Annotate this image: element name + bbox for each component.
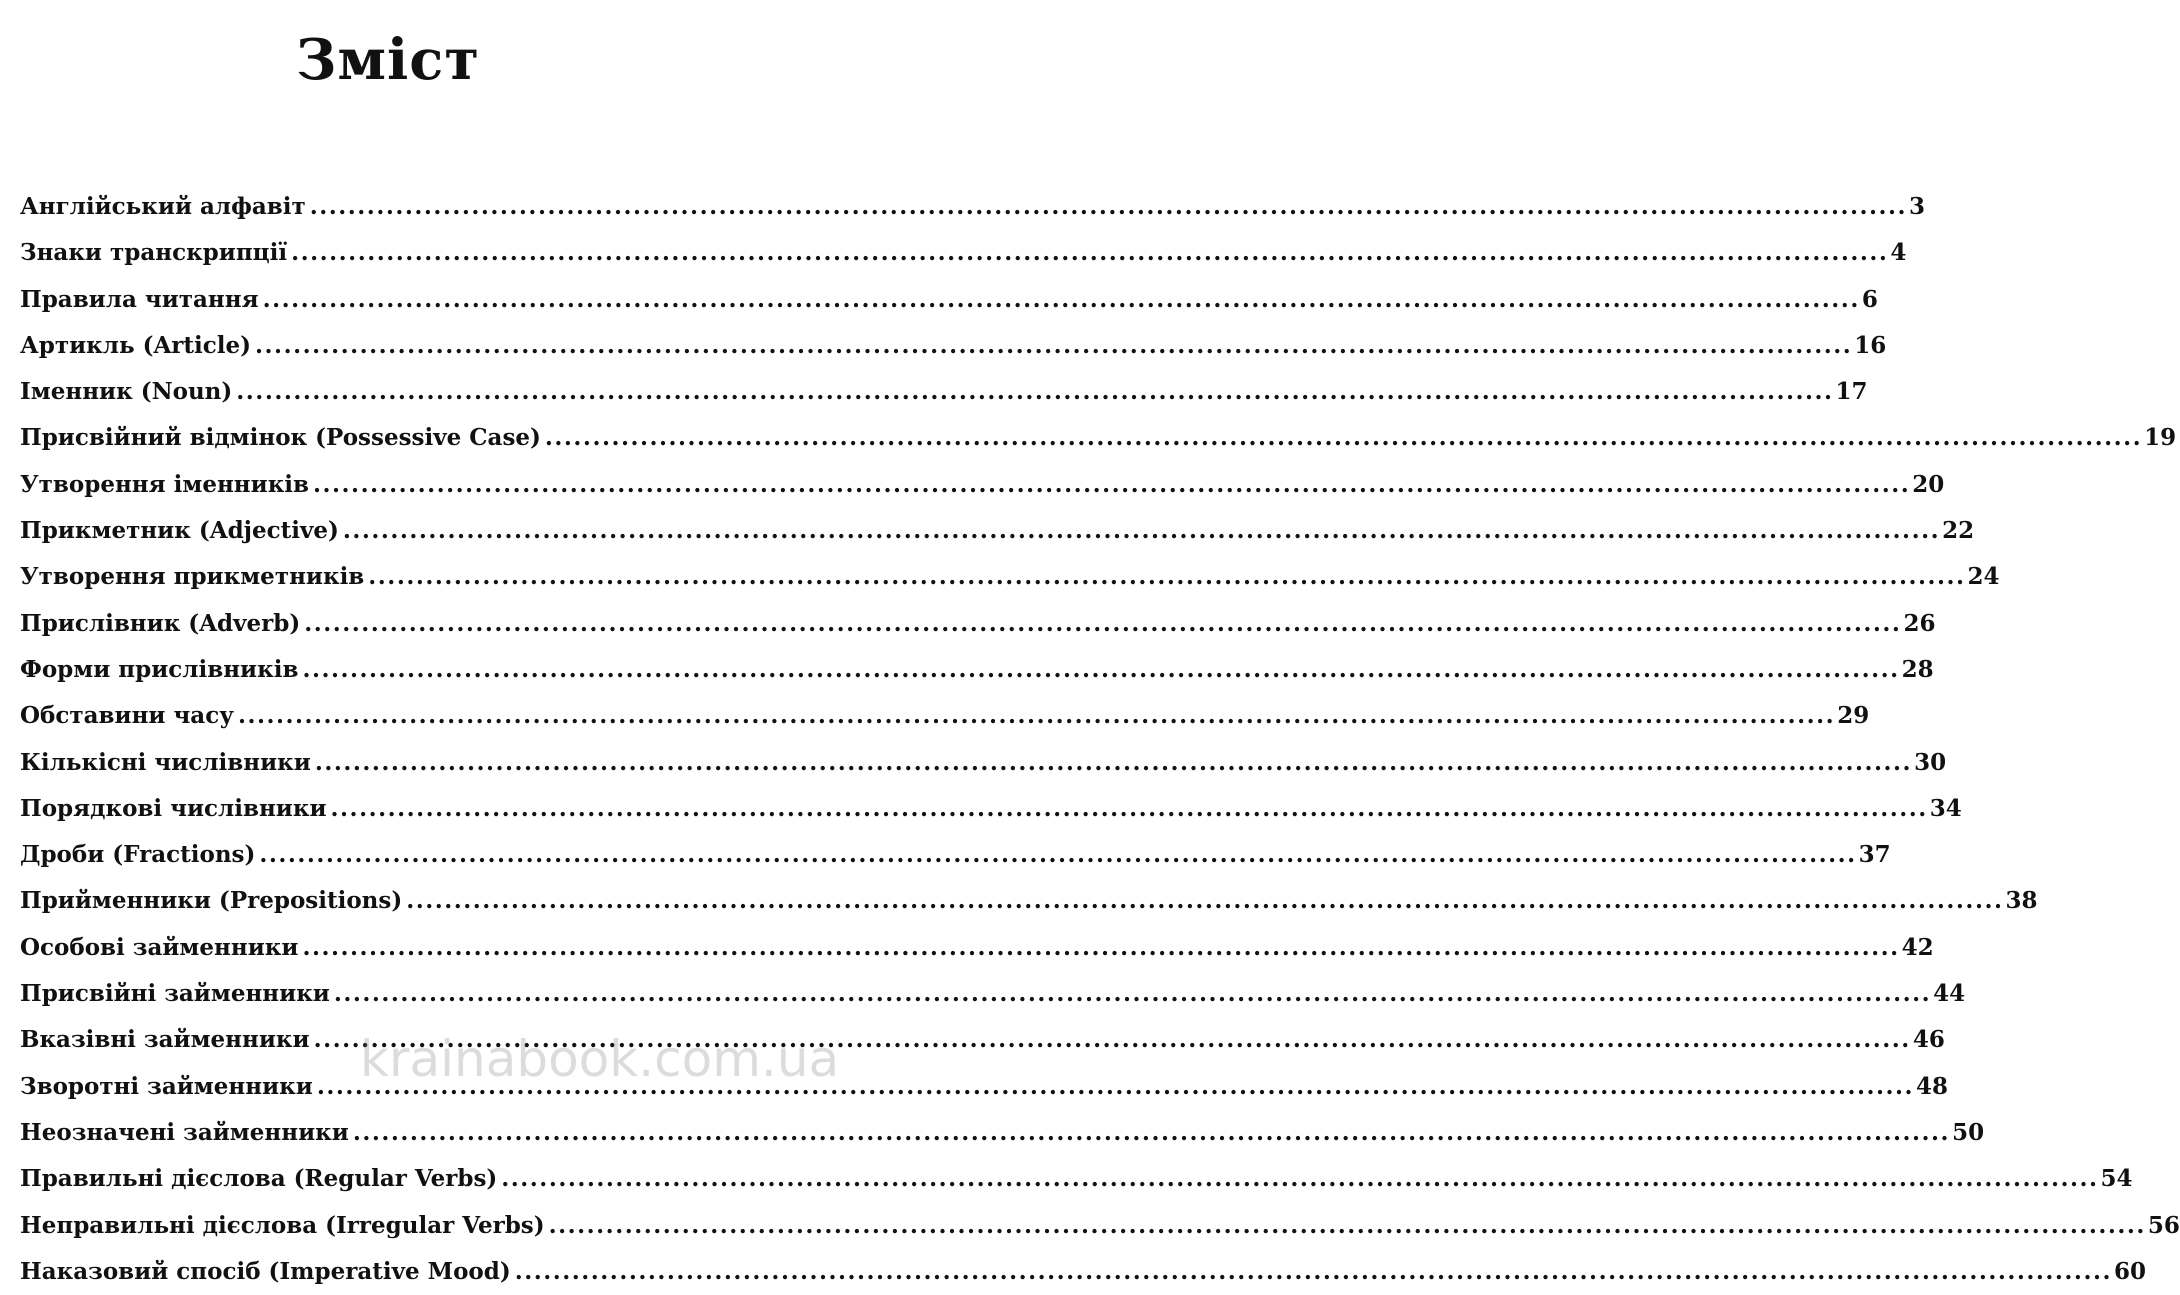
toc-entry-label: Обставини часу bbox=[20, 702, 234, 730]
dot-leader bbox=[501, 1156, 2098, 1202]
toc-entry bbox=[20, 878, 2038, 924]
toc-entry-page: 44 bbox=[1933, 980, 1966, 1008]
toc-entry-page: 20 bbox=[1912, 470, 1945, 498]
toc-entry-label: Утворення прикметників bbox=[20, 563, 365, 591]
toc-entry-page: 22 bbox=[1942, 517, 1975, 545]
toc-entry-page: 16 bbox=[1854, 331, 1887, 359]
toc-entry bbox=[20, 925, 1934, 971]
toc-entry-label: Вказівні займенники bbox=[20, 1026, 310, 1054]
dot-leader bbox=[334, 971, 1931, 1017]
toc-entry-label: Іменник (Noun) bbox=[20, 378, 233, 406]
toc-entry-page: 56 bbox=[2147, 1211, 2180, 1239]
dot-leader bbox=[302, 925, 1899, 971]
dot-leader bbox=[259, 832, 1856, 878]
toc-entry-page: 6 bbox=[1861, 285, 1878, 313]
toc-entry-page: 3 bbox=[1909, 193, 1926, 220]
toc-entry-page: 19 bbox=[2144, 424, 2177, 452]
toc-entry-page: 42 bbox=[1901, 933, 1934, 961]
toc-entry bbox=[20, 1064, 1949, 1110]
toc-entry-label: Знаки транскрипції bbox=[20, 239, 288, 267]
toc-entry bbox=[20, 971, 1966, 1017]
dot-leader bbox=[291, 230, 1888, 276]
toc-entry-label: Правила читання bbox=[20, 285, 259, 313]
toc-entry bbox=[20, 277, 1878, 323]
toc-entry-label: Англійський алфавіт bbox=[20, 193, 306, 220]
toc-entry-label: Зворотні займенники bbox=[20, 1072, 313, 1100]
toc-entry-label: Особові займенники bbox=[20, 933, 299, 961]
toc-entry bbox=[20, 369, 1868, 415]
toc-entry-label: Правильні дієслова (Regular Verbs) bbox=[20, 1165, 498, 1193]
watermark: krainabook.com.ua bbox=[360, 1030, 840, 1088]
toc-entry bbox=[20, 462, 1945, 508]
toc-entry-page: 34 bbox=[1929, 794, 1962, 822]
toc-entry bbox=[20, 1249, 2146, 1295]
toc-entry-label: Неправильні дієслова (Irregular Verbs) bbox=[20, 1211, 545, 1239]
dot-leader bbox=[313, 462, 1910, 508]
toc-entry-label: Прийменники (Prepositions) bbox=[20, 887, 403, 915]
toc-entry-page: 29 bbox=[1837, 702, 1870, 730]
toc-entry-label: Утворення іменників bbox=[20, 470, 310, 498]
toc-entry-page: 46 bbox=[1912, 1026, 1945, 1054]
dot-leader bbox=[236, 369, 1833, 415]
dot-leader bbox=[304, 601, 1901, 647]
dot-leader bbox=[317, 1064, 1914, 1110]
toc-entry bbox=[20, 554, 2000, 600]
toc-entry-label: Присвійні займенники bbox=[20, 980, 330, 1008]
dot-leader bbox=[315, 740, 1912, 786]
toc-entry-label: Прикметник (Adjective) bbox=[20, 517, 339, 545]
dot-leader bbox=[314, 1017, 1911, 1063]
toc-entry bbox=[20, 1156, 2133, 1202]
toc-entry bbox=[20, 647, 1934, 693]
toc-entry bbox=[20, 323, 1887, 369]
toc-entry bbox=[20, 508, 1975, 554]
toc-entry-page: 37 bbox=[1858, 841, 1891, 869]
toc-entry bbox=[20, 1110, 1985, 1156]
toc-entry bbox=[20, 832, 1891, 878]
toc-entry-label: Дроби (Fractions) bbox=[20, 841, 256, 869]
toc-entry-label: Форми прислівників bbox=[20, 655, 299, 683]
dot-leader bbox=[343, 508, 1940, 554]
dot-leader bbox=[353, 1110, 1950, 1156]
toc-entry-label: Наказовий спосіб (Imperative Mood) bbox=[20, 1257, 511, 1285]
dot-leader bbox=[331, 786, 1928, 832]
toc-entry-label: Неозначені займенники bbox=[20, 1118, 349, 1146]
table-of-contents bbox=[20, 184, 2180, 1295]
toc-entry-label: Кількісні числівники bbox=[20, 748, 311, 776]
toc-entry-page: 28 bbox=[1901, 655, 1934, 683]
toc-entry-page: 24 bbox=[1967, 563, 2000, 591]
toc-entry-label: Присвійний відмінок (Possessive Case) bbox=[20, 424, 541, 452]
toc-entry-page: 30 bbox=[1914, 748, 1947, 776]
toc-entry bbox=[20, 1203, 2180, 1249]
toc-entry bbox=[20, 415, 2177, 461]
toc-entry bbox=[20, 740, 1947, 786]
toc-entry-page: 26 bbox=[1903, 609, 1936, 637]
toc-entry bbox=[20, 230, 1907, 276]
dot-leader bbox=[263, 277, 1860, 323]
toc-entry-page: 4 bbox=[1890, 239, 1907, 267]
toc-entry bbox=[20, 184, 1926, 230]
toc-entry bbox=[20, 693, 1870, 739]
page-title: Зміст bbox=[295, 27, 481, 93]
toc-entry-label: Прислівник (Adverb) bbox=[20, 609, 301, 637]
toc-entry-page: 54 bbox=[2100, 1165, 2133, 1193]
toc-entry-page: 17 bbox=[1835, 378, 1868, 406]
dot-leader bbox=[255, 323, 1852, 369]
dot-leader bbox=[310, 184, 1907, 230]
dot-leader bbox=[302, 647, 1899, 693]
toc-entry bbox=[20, 601, 1936, 647]
dot-leader bbox=[406, 878, 2003, 924]
toc-entry bbox=[20, 786, 1962, 832]
toc-entry-page: 50 bbox=[1952, 1118, 1985, 1146]
dot-leader bbox=[549, 1203, 2146, 1249]
dot-leader bbox=[515, 1249, 2112, 1295]
dot-leader bbox=[368, 554, 1965, 600]
toc-entry-label: Порядкові числівники bbox=[20, 794, 327, 822]
toc-entry-page: 38 bbox=[2005, 887, 2038, 915]
dot-leader bbox=[238, 693, 1835, 739]
toc-entry-label: Артикль (Article) bbox=[20, 331, 252, 359]
dot-leader bbox=[545, 415, 2142, 461]
toc-entry-page: 48 bbox=[1916, 1072, 1949, 1100]
toc-entry-page: 60 bbox=[2113, 1257, 2146, 1285]
